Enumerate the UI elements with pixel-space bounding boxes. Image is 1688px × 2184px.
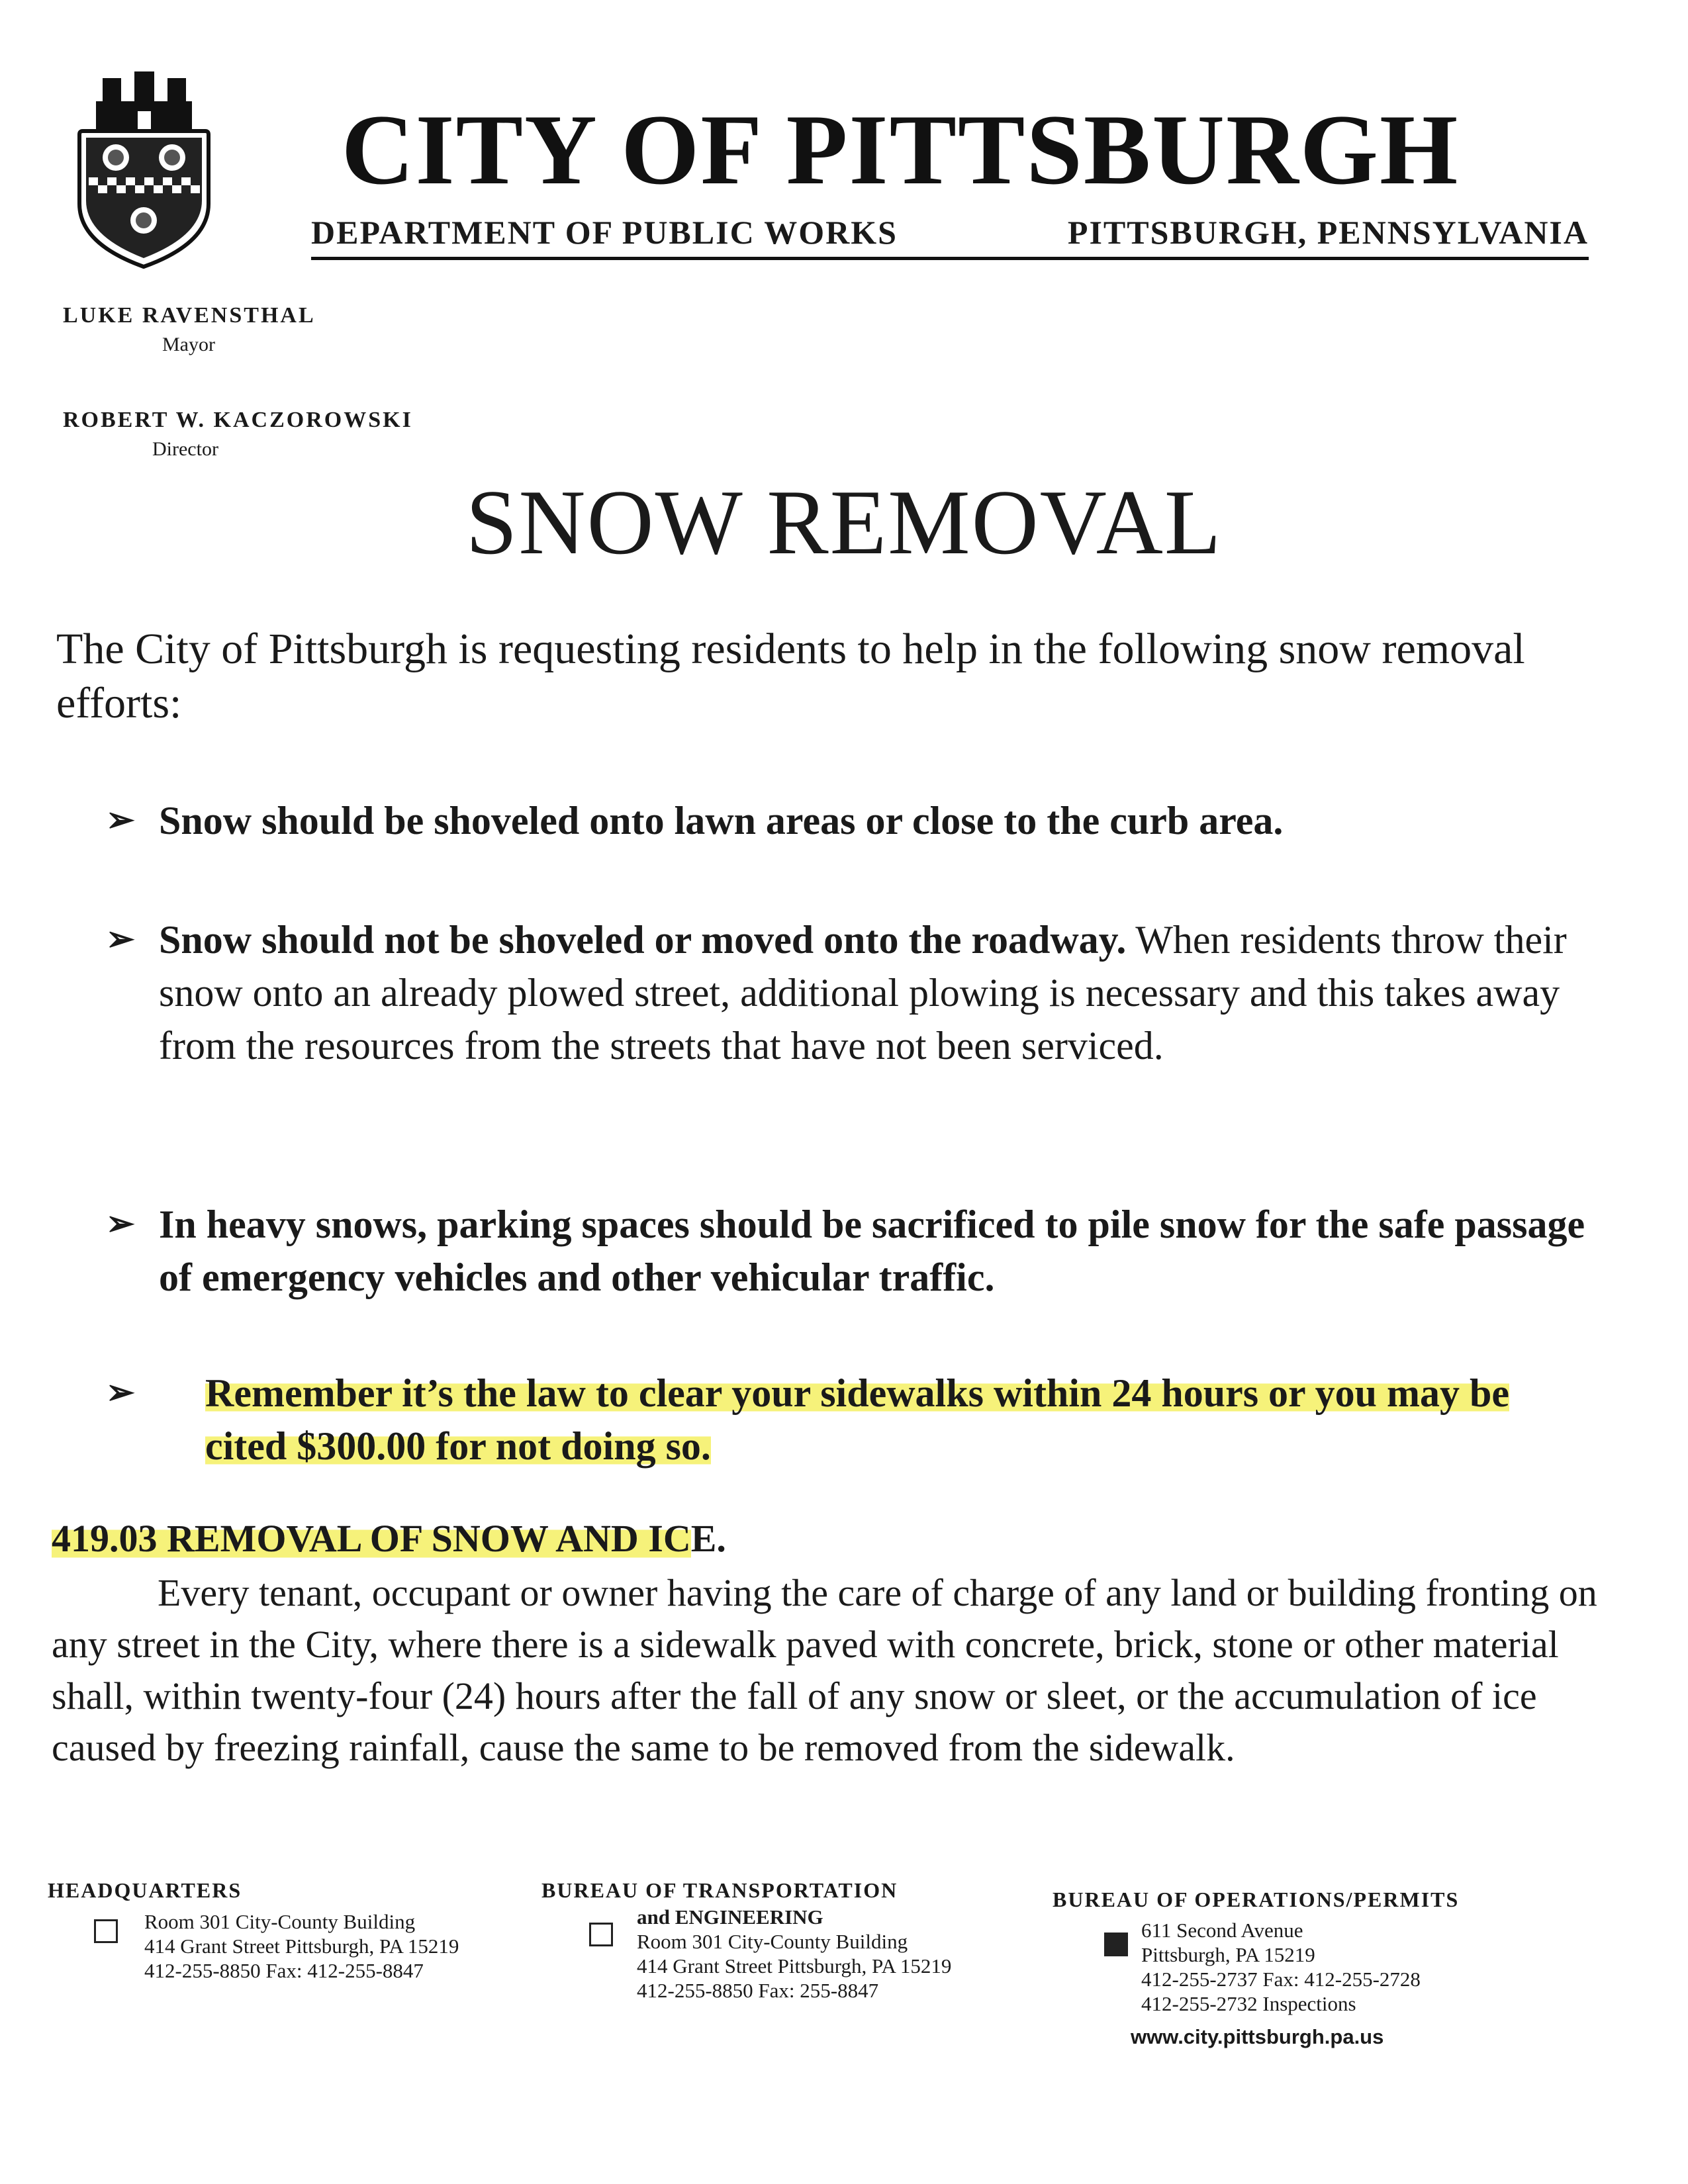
bullet-text: Snow should be shoveled onto lawn areas or close to the curb area. — [159, 799, 1284, 842]
ordinance-title-highlight: 419.03 REMOVAL OF SNOW AND IC — [52, 1517, 691, 1560]
department-location: PITTSBURGH, PENNSYLVANIA — [1067, 214, 1589, 251]
headquarters-heading: HEADQUARTERS — [48, 1878, 242, 1902]
bullet-text: Snow should not be shoveled or moved onto the roadway. When residents throw their snow onto an already plowed street, additional plowing is necessary and this takes away from the resources from the streets that have not been serviced. — [159, 918, 1567, 1068]
department-line — [311, 213, 1589, 260]
bullet-item — [106, 913, 1589, 1072]
arrow-bullet-icon: ➢ — [106, 801, 135, 839]
headquarters-checkbox[interactable] — [94, 1919, 118, 1943]
department-name: DEPARTMENT OF PUBLIC WORKS — [311, 214, 898, 251]
ordinance-title — [52, 1516, 726, 1562]
city-seal-icon — [66, 71, 222, 270]
mayor-name: LUKE RAVENSTHAL — [63, 303, 316, 328]
bullet-item — [106, 794, 1589, 847]
website-link[interactable]: www.city.pittsburgh.pa.us — [1131, 2025, 1384, 2048]
bullet-text-highlighted: Remember it’s the law to clear your sidewalks within 24 hours or you may be cited $300.00 for not doing so. — [205, 1371, 1509, 1468]
arrow-bullet-icon: ➢ — [106, 1205, 135, 1243]
intro-paragraph: The City of Pittsburgh is requesting residents to help in the following snow removal efforts: — [56, 625, 1525, 727]
ordinance-body: Every tenant, occupant or owner having the care of charge of any land or building fronting on any street in the City, where there is a sidewalk paved with concrete, brick, stone or other material shall, within twenty-four (24) hours after the fall of any snow or sleet, or the accumulation of ice caused by freezing rainfall, cause the same to be removed from the sidewalk. — [52, 1571, 1597, 1769]
arrow-bullet-icon: ➢ — [106, 921, 135, 958]
operations-checkbox[interactable] — [1104, 1933, 1128, 1956]
transportation-address: and ENGINEERING Room 301 City-County Building 414 Grant Street Pittsburgh, PA 15219 412-255-8850 Fax: 255-8847 — [637, 1905, 952, 2002]
mayor-role: Mayor — [162, 334, 215, 355]
page-title: SNOW REMOVAL — [465, 471, 1223, 574]
operations-address: 611 Second Avenue Pittsburgh, PA 15219 412-255-2737 Fax: 412-255-2728 412-255-2732 Inspections — [1141, 1919, 1421, 2015]
director-name: ROBERT W. KACZOROWSKI — [63, 408, 413, 432]
city-title: CITY OF PITTSBURGH — [341, 94, 1460, 205]
director-role: Director — [152, 438, 218, 460]
operations-heading: BUREAU OF OPERATIONS/PERMITS — [1053, 1888, 1460, 1911]
arrow-bullet-icon: ➢ — [106, 1374, 135, 1412]
ordinance-title-end: E. — [690, 1517, 726, 1560]
transportation-checkbox[interactable] — [589, 1923, 613, 1946]
bullet-text: In heavy snows, parking spaces should be sacrificed to pile snow for the safe passage of emergency vehicles and other vehicular traffic. — [159, 1203, 1585, 1299]
bullet-item — [106, 1198, 1589, 1304]
headquarters-address: Room 301 City-County Building 414 Grant Street Pittsburgh, PA 15219 412-255-8850 Fax: 412-255-8847 — [144, 1910, 459, 1982]
bullet-item-highlighted — [106, 1367, 1589, 1473]
transportation-heading: BUREAU OF TRANSPORTATION — [541, 1878, 898, 1902]
